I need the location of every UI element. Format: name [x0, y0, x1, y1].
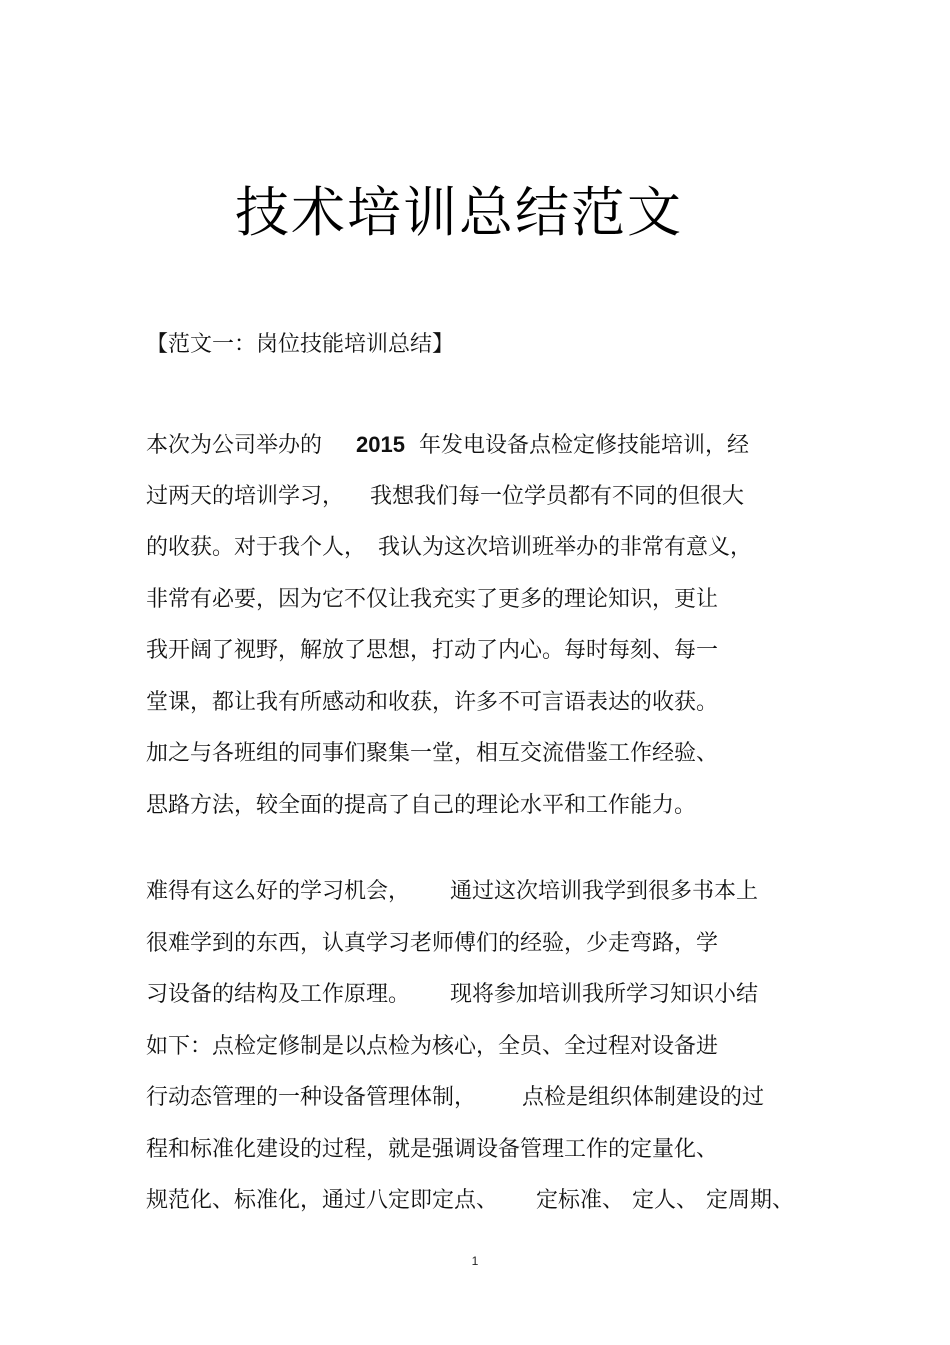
- paragraph-line: 加之与各班组的同事们聚集一堂，相互交流借鉴工作经验、: [146, 741, 719, 766]
- paragraph-line: 我开阔了视野，解放了思想，打动了内心。每时每刻、每一: [146, 638, 719, 663]
- text-run: 定标准、: [536, 1188, 625, 1213]
- text-run: 难得有这么好的学习机会，: [146, 879, 411, 904]
- text-run: 的收获。对于我个人，: [146, 535, 367, 560]
- paragraph-line: [146, 533, 806, 585]
- text-run: 年发电设备点检定修技能培训，经: [418, 433, 749, 458]
- paragraph-line: [146, 482, 806, 534]
- text-run: 定周期、: [706, 1188, 795, 1213]
- text-run: 通过这次培训我学到很多书本上: [450, 879, 759, 904]
- paragraph-line: 如下：点检定修制是以点检为核心，全员、全过程对设备进: [146, 1033, 719, 1059]
- paragraph-2: [146, 877, 806, 1238]
- paragraph-line: [146, 430, 806, 482]
- text-run: 过两天的培训学习，: [146, 483, 345, 509]
- text-run: 点检是组织体制建设的过: [522, 1085, 765, 1110]
- paragraph-line: [146, 877, 806, 929]
- paragraph-line: 很难学到的东西，认真学习老师傅们的经验，少走弯路，学: [146, 930, 719, 956]
- text-run: 现将参加培训我所学习知识小结: [450, 982, 759, 1007]
- paragraph-line: 非常有必要，因为它不仅让我充实了更多的理论知识，更让: [146, 586, 719, 612]
- text-run: 行动态管理的一种设备管理体制，: [146, 1085, 477, 1110]
- paragraph-line: [146, 1083, 806, 1135]
- page-number: 1: [471, 1254, 479, 1268]
- section-heading: 【范文一：岗位技能培训总结】: [146, 332, 455, 357]
- paragraph-line: 思路方法，较全面的提高了自己的理论水平和工作能力。: [146, 792, 697, 818]
- text-run: 习设备的结构及工作原理。: [146, 982, 411, 1007]
- text-run: 规范化、标准化，通过八定即定点、: [146, 1188, 499, 1213]
- paragraph-line: [146, 980, 806, 1032]
- text-run: 我认为这次培训班举办的非常有意义，: [378, 535, 753, 560]
- paragraph-line: 程和标准化建设的过程，就是强调设备管理工作的定量化、: [146, 1136, 719, 1162]
- year-number: 2015: [356, 432, 405, 457]
- paragraph-line: [146, 1186, 806, 1238]
- document-title: 技术培训总结范文: [235, 181, 683, 244]
- text-run: 我想我们每一位学员都有不同的但很大: [370, 483, 745, 509]
- text-run: 本次为公司举办的: [146, 433, 323, 458]
- paragraph-1: [146, 430, 806, 842]
- paragraph-line: 堂课，都让我有所感动和收获，许多不可言语表达的收获。: [146, 689, 719, 715]
- text-run: 定人、: [632, 1188, 699, 1213]
